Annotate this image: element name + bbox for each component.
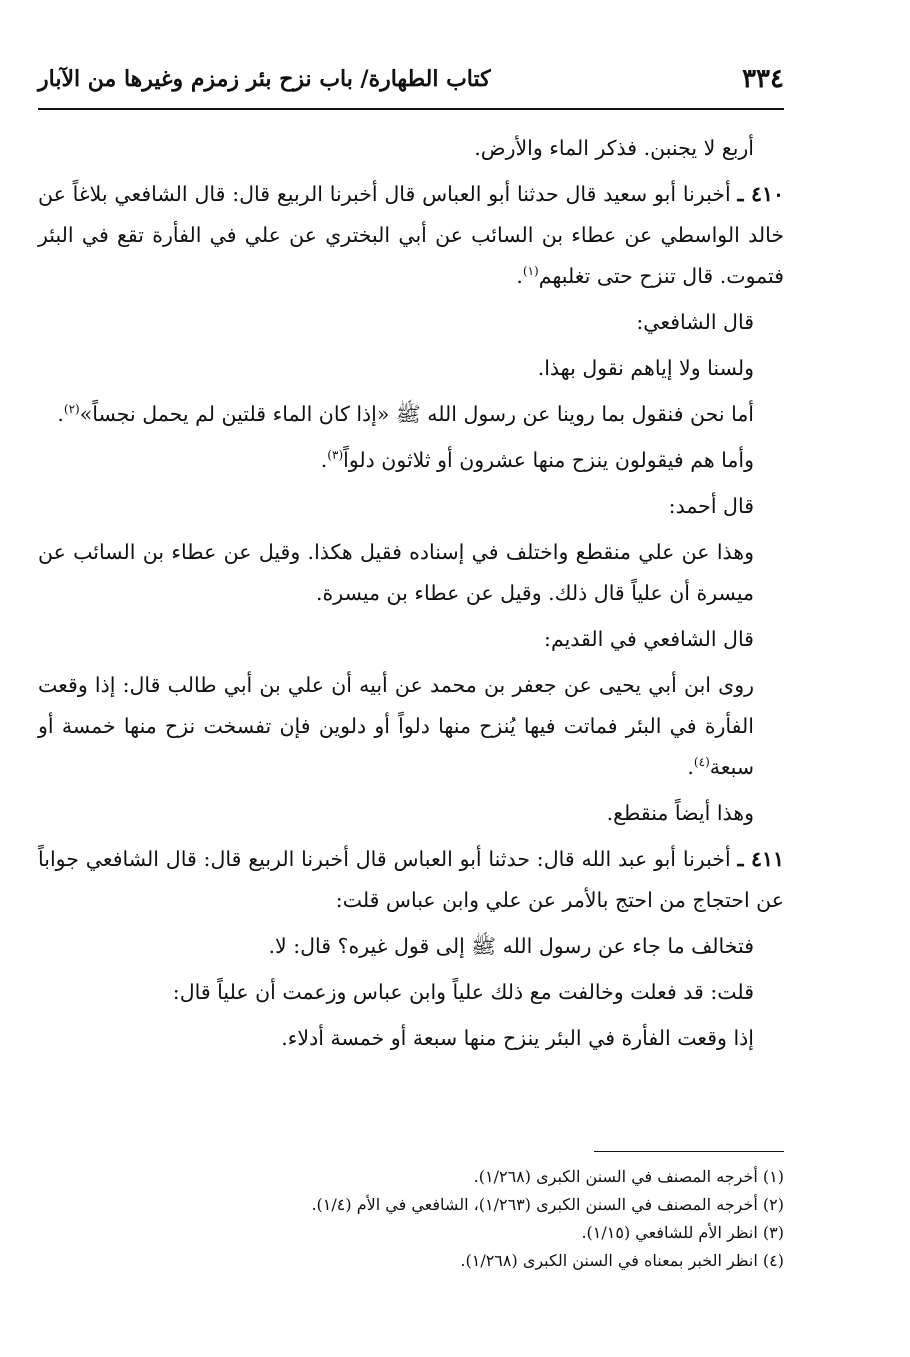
footnote-ref: (٣) <box>327 448 344 463</box>
footnote-4: (٤) انظر الخبر بمعناه في السنن الكبرى (١/٢٦٨). <box>460 1251 784 1270</box>
page-header <box>38 58 784 110</box>
footnote-1: (١) أخرجه المصنف في السنن الكبرى (١/٢٦٨). <box>473 1167 784 1186</box>
hadith-number: ٤١١ ـ <box>737 847 784 871</box>
footnote-ref: (١) <box>522 264 539 279</box>
paragraph: ولسنا ولا إياهم نقول بهذا. <box>537 356 754 380</box>
paragraph: وهذا أيضاً منقطع. <box>606 801 754 825</box>
running-title: كتاب الطهارة/ باب نزح بئر زمزم وغيرها من الآبار <box>38 66 491 92</box>
paragraph: فتخالف ما جاء عن رسول الله ﷺ إلى قول غيره؟ قال: لا. <box>268 934 754 958</box>
paragraph: أما نحن فنقول بما روينا عن رسول الله ﷺ «إذا كان الماء قلتين لم يحمل نجساً»$^{(٢)}$. <box>57 402 754 426</box>
paragraph: قال أحمد: <box>668 494 754 518</box>
footnotes <box>38 1163 784 1275</box>
paragraph: قال الشافعي: <box>636 310 754 334</box>
footnote-rule <box>594 1151 784 1152</box>
header-rule <box>38 108 784 110</box>
hadith-411: ٤١١ ـ أخبرنا أبو عبد الله قال: حدثنا أبو العباس قال أخبرنا الربيع قال: قال الشافعي جواباً عن احتجاج من احتج بالأمر عن علي وابن عباس قلت: <box>38 847 784 912</box>
footnote-3: (٣) انظر الأم للشافعي (١/١٥). <box>581 1223 784 1242</box>
hadith-number: ٤١٠ ـ <box>737 182 784 206</box>
page-number: ٣٣٤ <box>742 64 784 94</box>
footnote-ref: (٤) <box>693 755 710 770</box>
paragraph: قلت: قد فعلت وخالفت مع ذلك علياً وابن عباس وزعمت أن علياً قال: <box>172 980 754 1004</box>
paragraph: روى ابن أبي يحيى عن جعفر بن محمد عن أبيه أن علي بن أبي طالب قال: إذا وقعت الفأرة في البئر فماتت فيها يُنزح منها دلواً أو دلوين فإن تفسخت نزح منها خمسة أو سبعة$^{(٤)}$. <box>38 673 754 779</box>
paragraph: أربع لا يجنبن. فذكر الماء والأرض. <box>474 136 754 160</box>
paragraph: إذا وقعت الفأرة في البئر ينزح منها سبعة أو خمسة أدلاء. <box>281 1026 754 1050</box>
paragraph: وهذا عن علي منقطع واختلف في إسناده فقيل هكذا. وقيل عن عطاء بن السائب عن ميسرة أن علياً قال ذلك. وقيل عن عطاء بن ميسرة. <box>38 540 754 605</box>
paragraph: قال الشافعي في القديم: <box>544 627 754 651</box>
footnote-2: (٢) أخرجه المصنف في السنن الكبرى (١/٢٦٣)، الشافعي في الأم (١/٤). <box>311 1195 784 1214</box>
paragraph: وأما هم فيقولون ينزح منها عشرون أو ثلاثون دلواً$^{(٣)}$. <box>320 448 754 472</box>
main-text <box>38 128 784 1064</box>
hadith-410: ٤١٠ ـ أخبرنا أبو سعيد قال حدثنا أبو العباس قال أخبرنا الربيع قال: قال الشافعي بلاغاً عن خالد الواسطي عن عطاء بن السائب عن أبي البختري عن علي في الفأرة تقع في البئر فتموت. قال تنزح حتى تغلبهم$^{(١)}$. <box>38 182 784 288</box>
footnote-ref: (٢) <box>63 402 80 417</box>
